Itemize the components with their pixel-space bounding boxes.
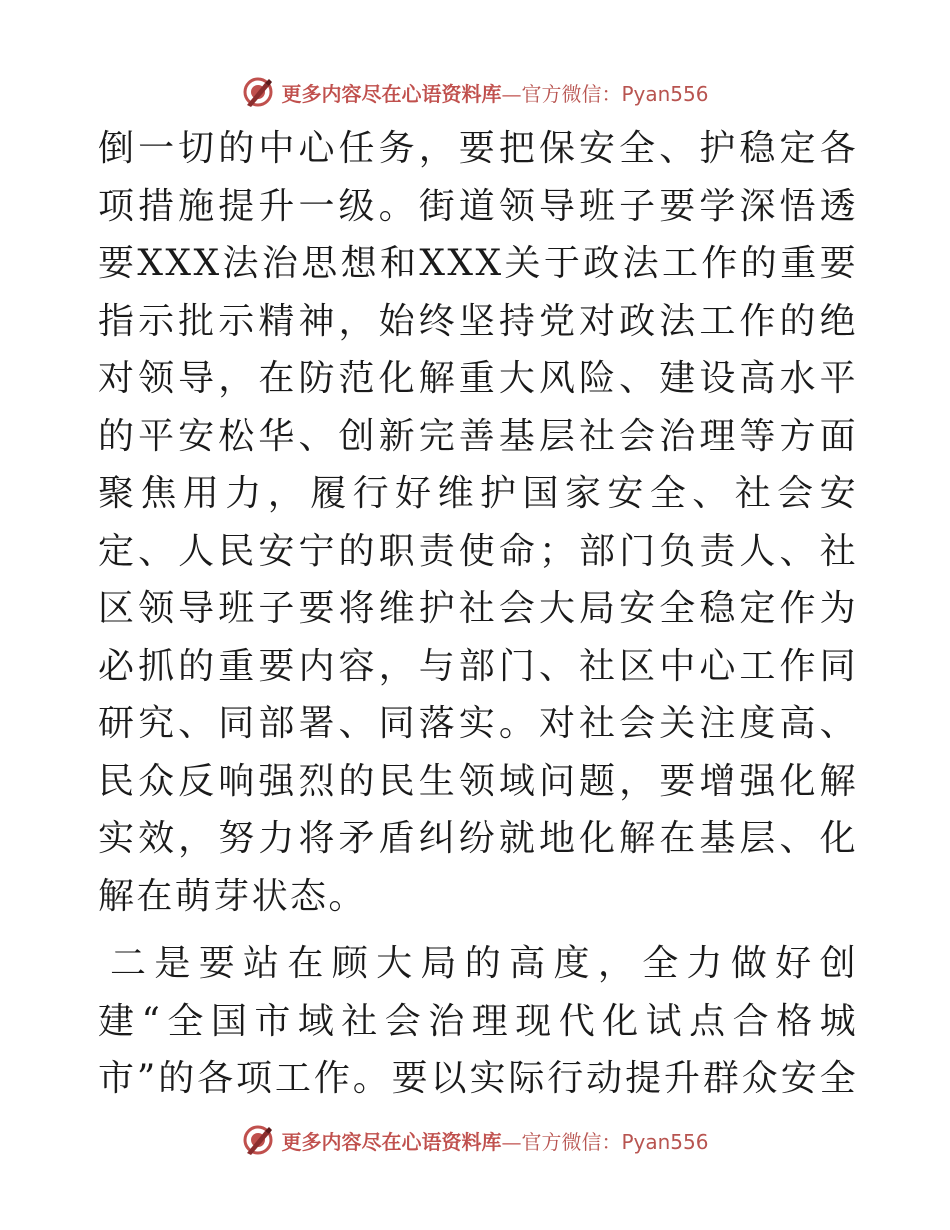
body-paragraph-1: 倒一切的中心任务，要把保安全、护稳定各项措施提升一级。街道领导班子要学深悟透要XXX法治思想和XXX关于政法工作的重要指示批示精神，始终坚持党对政法工作的绝对领导，在防范化解重大风险、建设高水平的平安松华、创新完善基层社会治理等方面聚焦用力，履行好维护国家安全、社会安定、人民安宁的职责使命；部门负责人、社区领导班子要将维护社会大局安全稳定作为必抓的重要内容，与部门、社区中心工作同研究、同部署、同落实。对社会关注度高、民众反响强烈的民生领域问题，要增强化解实效，努力将矛盾纠纷就地化解在基层、化解在萌芽状态。 <box>98 128 858 917</box>
footer-banner-official: 官方微信：Pyan556 <box>521 1129 709 1154</box>
red-circle-pen-logo-icon <box>241 1123 275 1157</box>
footer-banner <box>0 1120 950 1160</box>
header-banner-official: 官方微信：Pyan556 <box>521 81 709 106</box>
red-circle-pen-logo-icon <box>241 75 275 109</box>
header-banner-text <box>281 78 708 107</box>
footer-banner-separator: — <box>501 1129 522 1154</box>
header-banner-separator: — <box>501 81 522 106</box>
header-banner <box>0 72 950 112</box>
header-banner-main: 更多内容尽在心语资料库 <box>281 81 502 106</box>
footer-banner-main: 更多内容尽在心语资料库 <box>281 1129 502 1154</box>
body-paragraph-2: 二是要站在顾大局的高度，全力做好创建“全国市域社会治理现代化试点合格城市”的各项工作。要以实际行动提升群众安全 <box>98 943 858 1099</box>
document-body <box>98 120 858 1100</box>
footer-banner-text <box>281 1126 708 1155</box>
